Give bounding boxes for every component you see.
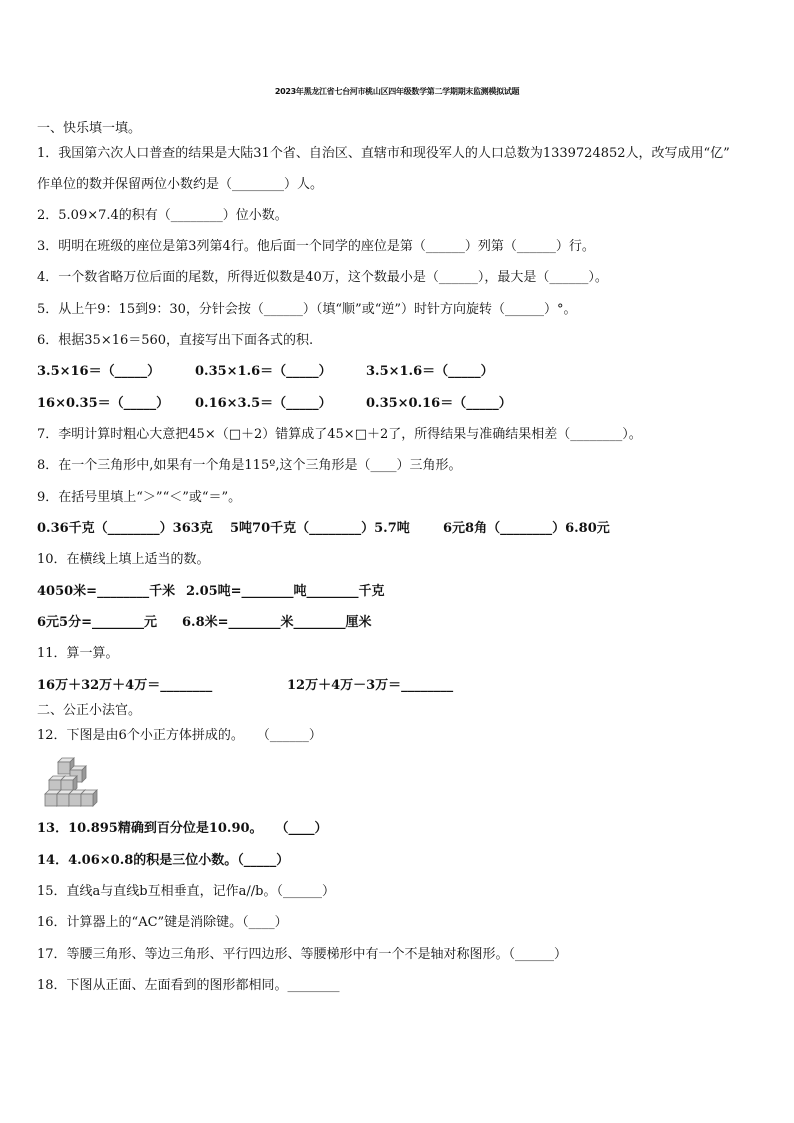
question-11-item: 16万＋32万＋4万＝________ <box>37 678 213 693</box>
question-3: 3．明明在班级的座位是第3列第4行。他后面一个同学的座位是第（______）列第（______）行。 <box>37 239 595 254</box>
question-10: 10．在横线上填上适当的数。 <box>37 552 210 567</box>
question-9-item: 6元8角（________）6.80元 <box>443 521 610 536</box>
question-10-item: 2.05吨=________吨________千克 <box>186 584 385 599</box>
question-9: 9．在括号里填上“＞”“＜”或“＝”。 <box>37 490 242 505</box>
question-7: 7．李明计算时粗心大意把45×（□＋2）错算成了45×□＋2了，所得结果与准确结果相差（________）。 <box>37 427 642 442</box>
page-title: 2023年黑龙江省七台河市桃山区四年级数学第二学期期末监测模拟试题 <box>274 87 520 96</box>
question-9-item: 5吨70千克（________）5.7吨 <box>230 521 410 536</box>
question-16: 16．计算器上的“AC”键是消除键。（____） <box>37 915 288 930</box>
question-6-item: 0.16×3.5＝（_____） <box>195 396 332 411</box>
question-6-item: 3.5×1.6＝（_____） <box>366 364 494 379</box>
question-6-item: 16×0.35＝（_____） <box>37 396 170 411</box>
question-11: 11．算一算。 <box>37 646 119 661</box>
question-1-line-2: 作单位的数并保留两位小数约是（________）人。 <box>37 177 324 192</box>
question-6-item: 0.35×1.6＝（_____） <box>195 364 332 379</box>
question-18: 18．下图从正面、左面看到的图形都相同。________ <box>37 978 340 993</box>
question-6-item: 0.35×0.16＝（_____） <box>366 396 512 411</box>
question-4: 4．一个数省略万位后面的尾数，所得近似数是40万，这个数最小是（______），最大是（______）。 <box>37 270 608 285</box>
question-12: 12．下图是由6个小正方体拼成的。 （______） <box>37 728 322 743</box>
question-17: 17．等腰三角形、等边三角形、平行四边形、等腰梯形中有一个不是轴对称图形。（______） <box>37 947 568 962</box>
question-10-item: 6元5分=________元 <box>37 615 157 630</box>
question-10-item: 6.8米=________米________厘米 <box>182 615 372 630</box>
question-10-item: 4050米=________千米 <box>37 584 176 599</box>
question-8: 8．在一个三角形中,如果有一个角是115º,这个三角形是（____）三角形。 <box>37 458 462 473</box>
question-2: 2．5.09×7.4的积有（________）位小数。 <box>37 208 288 223</box>
question-9-item: 0.36千克（________）363克 <box>37 521 213 536</box>
question-11-item: 12万＋4万－3万＝________ <box>287 678 454 693</box>
section-heading-1: 一、快乐填一填。 <box>37 121 142 136</box>
question-13: 13．10.895精确到百分位是10.90。 （____） <box>37 821 328 836</box>
question-6-item: 3.5×16＝（_____） <box>37 364 161 379</box>
question-6: 6．根据35×16＝560，直接写出下面各式的积. <box>37 333 314 348</box>
cube-stack-figure <box>44 756 100 808</box>
question-15: 15．直线a与直线b互相垂直，记作a//b。（______） <box>37 884 335 899</box>
question-1-line-1: 1．我国第六次人口普查的结果是大陆31个省、自治区、直辖市和现役军人的人口总数为1339724852人，改写成用“亿” <box>37 146 730 161</box>
section-heading-2: 二、公正小法官。 <box>37 703 142 718</box>
question-14: 14．4.06×0.8的积是三位小数。（_____） <box>37 853 290 868</box>
question-5: 5．从上午9：15到9：30，分针会按（______）（填“顺”或“逆”）时针方向旋转（______）°。 <box>37 302 577 317</box>
